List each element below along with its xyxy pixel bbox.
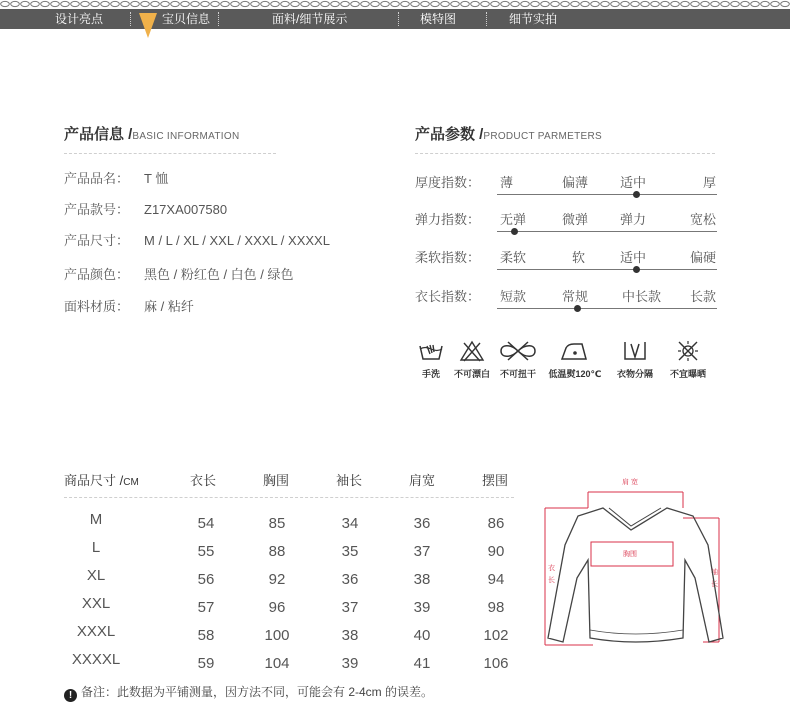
size-cell: 54: [197, 515, 215, 532]
nav-model-photos[interactable]: 模特图: [420, 12, 457, 26]
nav-separator: [486, 12, 487, 26]
param-option: 短款: [500, 289, 527, 304]
care-no-sun: [664, 340, 712, 380]
size-cell: 59: [197, 655, 215, 672]
param-option: 长款: [690, 289, 717, 304]
top-chain-border: [0, 0, 790, 8]
care-label: 不宜曝晒: [669, 369, 706, 379]
size-label: XXXL: [76, 623, 116, 640]
size-cell: 96: [268, 599, 286, 616]
size-cell: 34: [341, 515, 359, 532]
size-cell: 35: [341, 543, 359, 560]
info-label: 产品品名：: [64, 171, 130, 186]
info-value: 黑色 / 粉红色 / 白色 / 绿色: [144, 267, 294, 282]
drip-dry-icon: [622, 340, 648, 362]
size-cell: 57: [197, 599, 215, 616]
length-label: 长: [548, 577, 555, 584]
low-iron-icon: [558, 340, 592, 362]
param-option: 适中: [620, 175, 647, 190]
nav-product-info[interactable]: 宝贝信息: [162, 12, 211, 26]
size-header-cn: 商品尺寸 /: [64, 473, 124, 488]
shirt-outline: [548, 508, 723, 642]
info-value: Z17XA007580: [144, 202, 228, 217]
basic-info-title: [64, 123, 240, 144]
param-selected-marker: [574, 305, 581, 312]
info-label: 产品款号：: [64, 202, 130, 217]
param-label: 弹力指数：: [415, 212, 481, 227]
param-option: 无弹: [500, 212, 527, 227]
param-option: 适中: [620, 250, 647, 265]
care-label: 衣物分隔: [616, 369, 653, 379]
measurement-note: [64, 683, 433, 702]
care-separate: [610, 340, 660, 380]
size-cell: 86: [487, 515, 505, 532]
size-cell: 55: [197, 543, 215, 560]
params-title-cn: 产品参数 /: [415, 126, 484, 143]
size-cell: 90: [487, 543, 505, 560]
info-label: 面料材质：: [64, 299, 130, 314]
no-bleach-icon: [459, 340, 485, 362]
size-cell: 94: [487, 571, 505, 588]
params-title-en: PRODUCT PARMETERS: [483, 131, 602, 142]
param-option: 厚: [703, 175, 717, 190]
info-value: 麻 / 粘纤: [144, 299, 194, 314]
basic-info-title-cn: 产品信息 /: [64, 126, 133, 143]
nav-separator: [130, 12, 131, 26]
params-title: [415, 123, 602, 144]
size-cell: 38: [341, 627, 359, 644]
size-cell: 100: [264, 627, 290, 644]
param-option: 中长款: [622, 289, 662, 304]
col-header-hem: 摆围: [482, 473, 509, 488]
size-cell: 36: [341, 571, 359, 588]
nav-separator: [218, 12, 219, 26]
nav-design-highlights[interactable]: 设计亮点: [55, 12, 104, 26]
param-option: 软: [572, 250, 586, 265]
size-cell: 39: [413, 599, 431, 616]
param-selected-marker: [633, 266, 640, 273]
size-cell: 104: [264, 655, 290, 672]
param-label: 衣长指数：: [415, 289, 481, 304]
length-label: 衣: [548, 565, 555, 572]
col-header-shoulder: 肩宽: [409, 473, 436, 488]
basic-info-title-en: BASIC INFORMATION: [132, 131, 240, 142]
warning-icon: !: [64, 689, 77, 702]
size-label: XXL: [81, 595, 111, 612]
param-selected-marker: [633, 191, 640, 198]
nav-separator: [398, 12, 399, 26]
garment-measurement-diagram: [543, 470, 733, 652]
care-hand-wash: [416, 340, 446, 380]
hand-wash-icon: [418, 340, 444, 362]
param-scale-line: [497, 194, 717, 195]
sleeve-label: 长: [711, 581, 718, 588]
size-label: XXXXL: [71, 651, 121, 668]
info-value: M / L / XL / XXL / XXXL / XXXXL: [144, 233, 330, 248]
col-header-sleeve: 袖长: [336, 473, 363, 488]
size-cell: 40: [413, 627, 431, 644]
care-label: 低温熨120℃: [548, 369, 602, 379]
size-cell: 36: [413, 515, 431, 532]
divider: [64, 497, 514, 498]
size-cell: 98: [487, 599, 505, 616]
param-selected-marker: [511, 228, 518, 235]
param-label: 柔软指数：: [415, 250, 481, 265]
section-nav-bar: [0, 9, 790, 29]
param-scale-line: [497, 269, 717, 270]
divider: [415, 153, 715, 154]
care-low-iron: [546, 340, 604, 380]
chest-label: 胸围: [623, 551, 637, 558]
param-scale-line: [497, 308, 717, 309]
shoulder-label: 肩 宽: [622, 479, 638, 486]
nav-fabric-details[interactable]: 面料/细节展示: [272, 12, 348, 26]
size-label: M: [89, 511, 103, 528]
nav-detail-photos[interactable]: 细节实拍: [509, 12, 558, 26]
param-scale-line: [497, 231, 717, 232]
size-label: XL: [86, 567, 106, 584]
param-option: 偏薄: [562, 175, 589, 190]
col-header-length: 衣长: [190, 473, 217, 488]
size-cell: 56: [197, 571, 215, 588]
no-sun-icon: [675, 340, 701, 362]
param-option: 柔软: [500, 250, 527, 265]
divider: [64, 153, 276, 154]
care-no-bleach: [452, 340, 492, 380]
size-cell: 37: [341, 599, 359, 616]
col-header-chest: 胸围: [263, 473, 290, 488]
care-label: 不可扭干: [499, 369, 536, 379]
size-header-unit: CM: [123, 477, 139, 488]
size-cell: 39: [341, 655, 359, 672]
no-wring-icon: [498, 340, 538, 362]
info-row-sizes: [64, 230, 330, 249]
size-cell: 85: [268, 515, 286, 532]
care-label: 手洗: [421, 369, 440, 379]
param-option: 微弹: [562, 212, 589, 227]
size-cell: 106: [483, 655, 509, 672]
size-cell: 88: [268, 543, 286, 560]
size-cell: 92: [268, 571, 286, 588]
size-label: L: [91, 539, 101, 556]
info-row-name: [64, 168, 168, 187]
sleeve-label: 袖: [711, 569, 718, 576]
size-cell: 41: [413, 655, 431, 672]
param-option: 宽松: [690, 212, 717, 227]
size-cell: 58: [197, 627, 215, 644]
size-cell: 102: [483, 627, 509, 644]
info-row-material: [64, 296, 194, 315]
info-row-style-no: [64, 199, 227, 218]
note-text: 备注：此数据为平铺测量，因方法不同，可能会有 2-4cm 的误差。: [81, 685, 434, 699]
param-option: 弹力: [620, 212, 647, 227]
param-label: 厚度指数：: [415, 175, 481, 190]
care-no-wring: [498, 340, 538, 380]
param-option: 薄: [500, 175, 514, 190]
info-label: 产品颜色：: [64, 267, 130, 282]
nav-active-indicator: [139, 13, 157, 38]
size-cell: 38: [413, 571, 431, 588]
care-label: 不可漂白: [453, 369, 490, 379]
param-option: 常规: [562, 289, 589, 304]
info-label: 产品尺寸：: [64, 233, 130, 248]
info-row-colors: [64, 264, 294, 283]
info-value: T 恤: [144, 171, 169, 186]
size-cell: 37: [413, 543, 431, 560]
size-table-header-title: [64, 470, 139, 489]
param-option: 偏硬: [690, 250, 717, 265]
